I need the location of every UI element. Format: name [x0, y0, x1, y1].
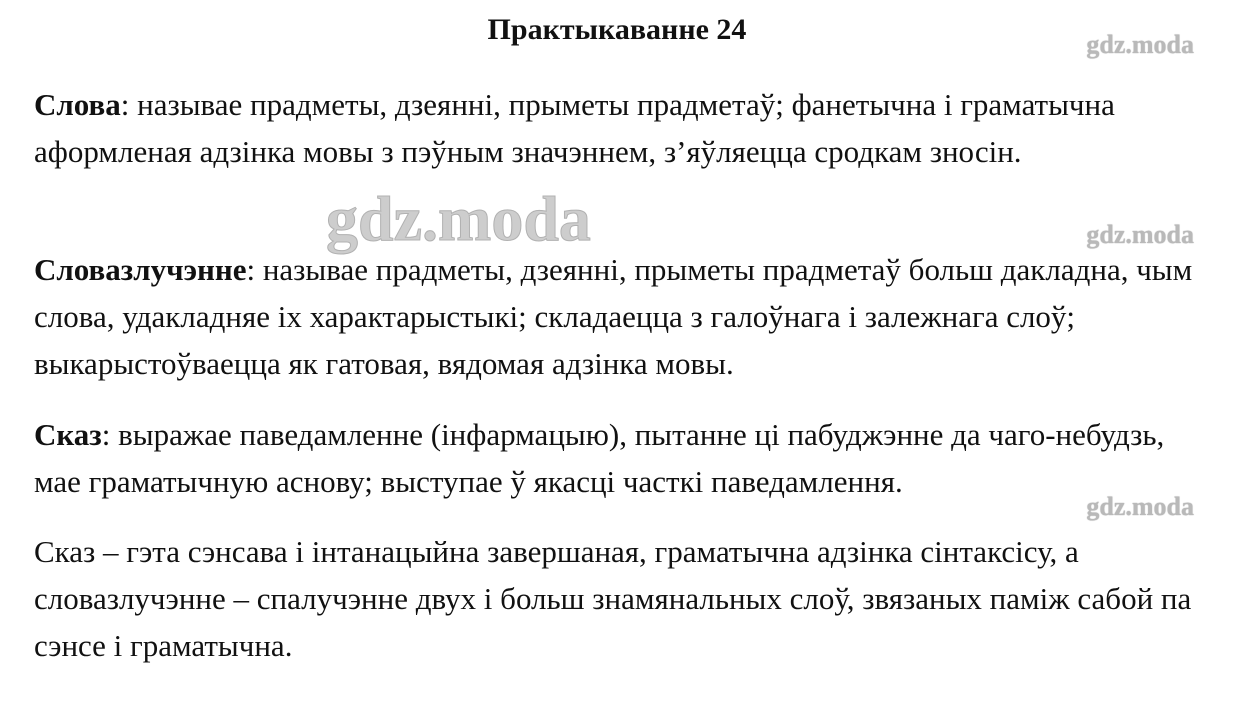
term-label: Слова: [34, 87, 121, 122]
paragraph-text: : называе прадметы, дзеянні, прыметы прадметаў больш дакладна, чым слова, удакладняе іх характарыстыкі; складаецца з галоўнага і залежнага слоў; выкарыстоўваецца як гатовая, вядомая адзінка мовы.: [34, 252, 1193, 381]
term-label: Сказ: [34, 417, 102, 452]
watermark: gdz.moda: [1086, 220, 1194, 249]
watermark: gdz.moda: [1086, 492, 1194, 521]
page-title: Практыкаванне 24: [487, 13, 747, 46]
paragraph-text: : называе прадметы, дзеянні, прыметы прадметаў; фанетычна і граматычна аформленая адзінка мовы з пэўным значэннем, з’яўляецца сродкам зносін.: [34, 87, 1115, 169]
watermark: gdz.moda: [1086, 30, 1194, 59]
paragraph-text: Сказ – гэта сэнсава і інтанацыйна завершаная, граматычна адзінка сінтаксісу, а словазлучэнне – спалучэнне двух і больш знамянальных слоў, звязаных паміж сабой па сэнсе і граматычна.: [34, 534, 1192, 663]
watermark-large: gdz.moda: [326, 183, 591, 254]
term-label: Словазлучэнне: [34, 252, 247, 287]
paragraph-skaz: [34, 411, 1209, 505]
paragraph-text: : выражае паведамленне (інфармацыю), пытанне ці пабуджэнне да чаго-небудзь, мае граматычную аснову; выступае ў якасці часткі паведамлення.: [34, 417, 1165, 499]
paragraph-slova: [34, 81, 1209, 175]
paragraph-slovazluchenne: [34, 246, 1209, 387]
paragraph-comparison: [34, 528, 1209, 669]
